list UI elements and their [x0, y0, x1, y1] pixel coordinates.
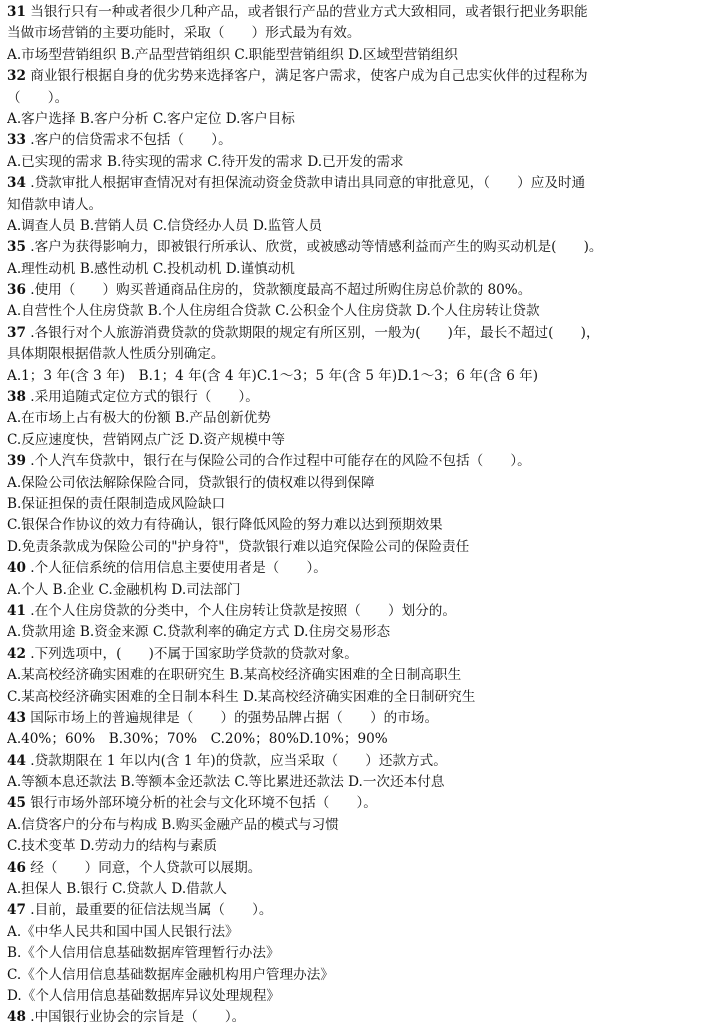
question-text: .客户为获得影响力，即被银行所承认、欣赏，或被感动等情感利益而产生的购买动机是( )。: [30, 239, 603, 256]
question-text: .在个人住房贷款的分类中，个人住房转让贷款是按照（ ）划分的。: [30, 602, 456, 619]
question-line: [7, 430, 697, 451]
question-line: [7, 344, 697, 365]
question-text: A.1；3 年(含 3 年) B.1；4 年(含 4 年)C.1～3；5 年(含 5 年)D.1～3；6 年(含 6 年): [7, 367, 539, 384]
question-stem-line: [7, 558, 697, 579]
question-number: 34: [7, 175, 26, 192]
question-text: A.贷款用途 B.资金来源 C.贷款利率的确定方式 D.住房交易形态: [7, 624, 391, 641]
question-text: 银行市场外部环境分析的社会与文化环境不包括（ ）。: [30, 795, 377, 812]
question-number: 38: [7, 389, 26, 406]
question-stem-line: [7, 2, 697, 23]
question-line: [7, 772, 697, 793]
question-line: [7, 109, 697, 130]
question-text: A.市场型营销组织 B.产品型营销组织 C.职能型营销组织 D.区域型营销组织: [7, 46, 459, 63]
question-text: 国际市场上的普遍规律是（ ）的强势品牌占据（ ）的市场。: [30, 709, 439, 726]
question-line: [7, 259, 697, 280]
question-text: （ ）。: [7, 89, 69, 106]
question-stem-line: [7, 751, 697, 772]
question-text: C.反应速度快，营销网点广泛 D.资产规模中等: [7, 431, 285, 448]
question-number: 39: [7, 453, 26, 470]
question-number: 31: [7, 4, 26, 20]
question-line: [7, 965, 697, 986]
question-text: C.《个人信用信息基础数据库金融机构用户管理办法》: [7, 966, 334, 983]
question-number: 48: [7, 1009, 26, 1026]
question-line: [7, 45, 697, 66]
question-text: A.客户选择 B.客户分析 C.客户定位 D.客户目标: [7, 110, 295, 127]
question-number: 43: [7, 709, 26, 726]
question-text: A.担保人 B.银行 C.贷款人 D.借款人: [7, 881, 227, 898]
question-line: [7, 216, 697, 237]
question-text: .客户的信贷需求不包括（ ）。: [30, 132, 232, 149]
question-stem-line: [7, 237, 697, 258]
question-stem-line: [7, 708, 697, 729]
question-text: .贷款期限在 1 年以内(含 1 年)的贷款，应当采取（ ）还款方式。: [30, 752, 447, 769]
question-line: [7, 943, 697, 964]
question-line: [7, 152, 697, 173]
question-line: [7, 23, 697, 44]
question-stem-line: [7, 280, 697, 301]
question-text: .使用（ ）购买普通商品住房的，贷款额度最高不超过所购住房总价款的 80%。: [30, 282, 532, 299]
question-text: 具体期限根据借款人性质分别确定。: [7, 346, 225, 363]
question-line: [7, 879, 697, 900]
question-line: [7, 729, 697, 750]
question-number: 37: [7, 324, 26, 341]
question-stem-line: [7, 451, 697, 472]
question-stem-line: [7, 601, 697, 622]
question-stem-line: [7, 130, 697, 151]
question-text: .目前，最重要的征信法规当属（ ）。: [30, 902, 273, 919]
question-text: 商业银行根据自身的优劣势来选择客户，满足客户需求，使客户成为自己忠实伙伴的过程称为: [30, 68, 588, 85]
question-text: D.《个人信用信息基础数据库异议处理规程》: [7, 987, 281, 1004]
question-text: .个人征信系统的信用信息主要使用者是（ ）。: [30, 560, 327, 577]
question-line: [7, 195, 697, 216]
question-text: A.等额本息还款法 B.等额本金还款法 C.等比累进还款法 D.一次还本付息: [7, 774, 445, 791]
question-text: D.免责条款成为保险公司的"护身符"，贷款银行难以追究保险公司的保险责任: [7, 538, 470, 555]
question-stem-line: [7, 173, 697, 194]
question-text: B.保证担保的责任限制造成风险缺口: [7, 495, 226, 512]
question-text: A.已实现的需求 B.待实现的需求 C.待开发的需求 D.已开发的需求: [7, 153, 404, 170]
question-number: 36: [7, 282, 26, 299]
question-text: A.保险公司依法解除保险合同，贷款银行的债权难以得到保障: [7, 474, 375, 491]
question-text: .采用追随式定位方式的银行（ ）。: [30, 389, 259, 406]
question-text: A.在市场上占有极大的份额 B.产品创新优势: [7, 410, 271, 427]
question-text: A.自营性个人住房贷款 B.个人住房组合贷款 C.公积金个人住房贷款 D.个人住房转让贷款: [7, 303, 540, 320]
question-text: C.某高校经济确实困难的全日制本科生 D.某高校经济确实困难的全日制研究生: [7, 688, 476, 705]
question-text: A.某高校经济确实困难的在职研究生 B.某高校经济确实困难的全日制高职生: [7, 667, 462, 684]
question-text: .下列选项中，( )不属于国家助学贷款的贷款对象。: [30, 645, 358, 662]
question-text: .中国银行业协会的宗旨是（ ）。: [30, 1009, 246, 1026]
question-text: .个人汽车贷款中，银行在与保险公司的合作过程中可能存在的风险不包括（ ）。: [30, 453, 531, 470]
question-text: 知借款申请人。: [7, 196, 103, 213]
question-text: A.调查人员 B.营销人员 C.信贷经办人员 D.监管人员: [7, 217, 323, 234]
question-line: [7, 301, 697, 322]
question-text: .各银行对个人旅游消费贷款的贷款期限的规定有所区别，一般为( )年，最长不超过( )，: [30, 324, 600, 341]
question-number: 40: [7, 560, 26, 577]
question-stem-line: [7, 66, 697, 87]
question-number: 35: [7, 239, 26, 256]
question-number: 33: [7, 132, 26, 149]
question-number: 32: [7, 68, 26, 85]
question-line: [7, 473, 697, 494]
question-line: [7, 515, 697, 536]
question-line: [7, 836, 697, 857]
question-stem-line: [7, 793, 697, 814]
question-line: [7, 665, 697, 686]
question-stem-line: [7, 323, 697, 344]
question-text: A.理性动机 B.感性动机 C.投机动机 D.谨慎动机: [7, 260, 295, 277]
question-line: [7, 687, 697, 708]
question-text: A.信贷客户的分布与构成 B.购买金融产品的模式与习惯: [7, 816, 339, 833]
question-stem-line: [7, 1007, 697, 1028]
question-text: 当做市场营销的主要功能时，采取（ ）形式最为有效。: [7, 25, 361, 42]
question-line: [7, 986, 697, 1007]
question-line: [7, 815, 697, 836]
question-stem-line: [7, 900, 697, 921]
question-number: 41: [7, 602, 26, 619]
question-line: [7, 622, 697, 643]
question-text: A.40%；60% B.30%；70% C.20%；80%D.10%；90%: [7, 731, 388, 748]
question-line: [7, 494, 697, 515]
question-stem-line: [7, 858, 697, 879]
question-number: 47: [7, 902, 26, 919]
question-line: [7, 922, 697, 943]
question-line: [7, 366, 697, 387]
question-number: 45: [7, 795, 26, 812]
question-text: .贷款审批人根据审查情况对有担保流动资金贷款申请出具同意的审批意见，（ ）应及时通: [30, 175, 586, 192]
question-number: 42: [7, 645, 26, 662]
question-text: A.个人 B.企业 C.金融机构 D.司法部门: [7, 581, 241, 598]
question-line: [7, 537, 697, 558]
question-stem-line: [7, 387, 697, 408]
question-text: C.技术变革 D.劳动力的结构与素质: [7, 838, 218, 855]
question-number: 46: [7, 859, 26, 876]
question-line: [7, 88, 697, 109]
question-line: [7, 408, 697, 429]
question-text: 当银行只有一种或者很少几种产品，或者银行产品的营业方式大致相同，或者银行把业务职能: [30, 4, 588, 20]
question-line: [7, 580, 697, 601]
question-text: B.《个人信用信息基础数据库管理暂行办法》: [7, 945, 280, 962]
question-text: A.《中华人民共和国中国人民银行法》: [7, 923, 239, 940]
question-number: 44: [7, 752, 26, 769]
question-text: C.银保合作协议的效力有待确认，银行降低风险的努力难以达到预期效果: [7, 517, 443, 534]
question-stem-line: [7, 644, 697, 665]
question-text: 经（ ）同意，个人贷款可以展期。: [30, 859, 262, 876]
